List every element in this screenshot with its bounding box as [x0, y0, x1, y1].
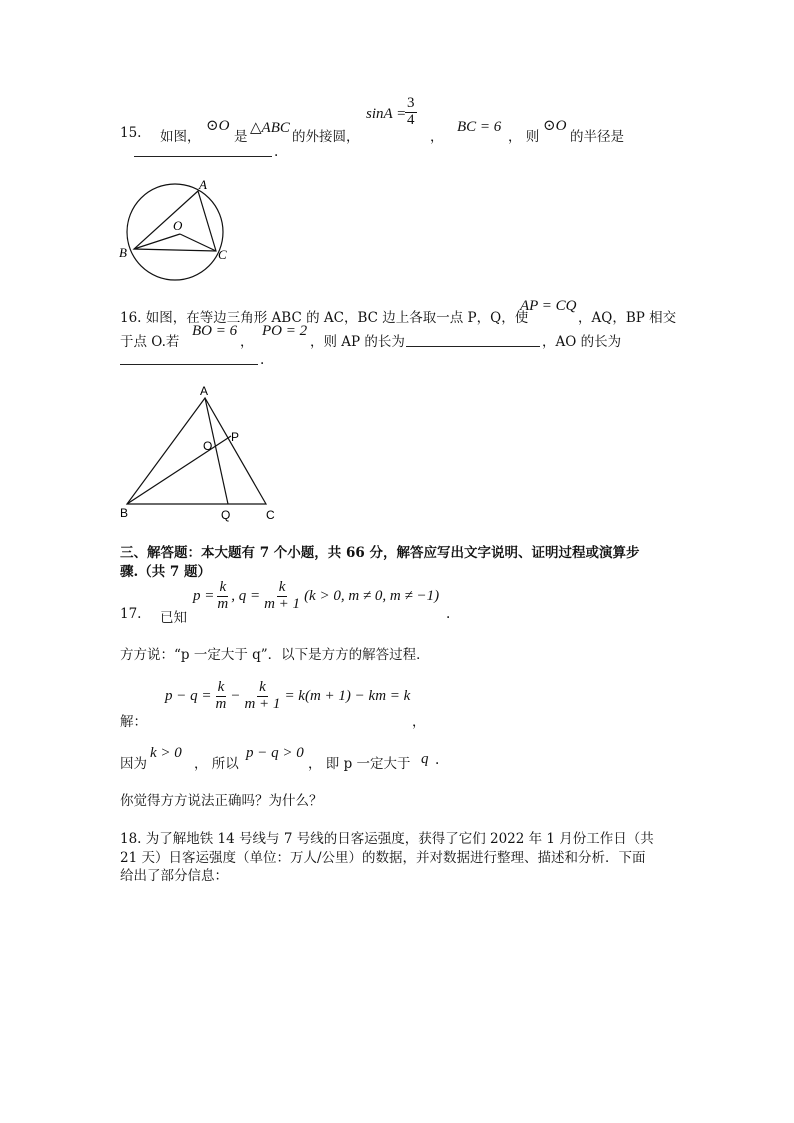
triangle-abc: [127, 398, 266, 504]
q17-p-fraction: [215, 580, 230, 613]
label-c: C: [218, 247, 227, 262]
q16-line1-b: ，AQ，BP 相交: [578, 310, 677, 326]
q17-known: 已知: [160, 610, 187, 626]
label-p: P: [231, 430, 240, 444]
segment-oc: [180, 234, 216, 251]
q17-p-q-gt-0: p − q > 0: [246, 745, 304, 761]
section-3-line2: 骤.（共 7 题）: [120, 564, 211, 580]
q15-end: .: [274, 144, 279, 160]
q16-figure: [110, 380, 290, 525]
label-b: B: [120, 506, 129, 520]
q15-text-1: 如图，: [160, 129, 201, 145]
q16-end: .: [260, 352, 265, 368]
q15-comma: ，: [430, 129, 444, 145]
q15-text-3: 的外接圆，: [292, 129, 360, 145]
q15-circle-o: ⊙O: [206, 118, 230, 134]
q17-q-var: q: [421, 751, 429, 767]
q15-sin-lhs: sinA =: [366, 106, 407, 122]
q17-sol-comma: ，: [412, 714, 426, 730]
q17-p-eq: p =: [193, 587, 215, 604]
q17-so: ， 所以: [194, 756, 239, 772]
label-a: A: [200, 384, 209, 398]
section-3-line1: 三、解答题：本大题有 7 个小题，共 66 分，解答应写出文字说明、证明过程或演算步: [120, 545, 640, 561]
q17-p-num: k: [219, 579, 227, 595]
q17-fang-says: 方方说：“p 一定大于 q”．以下是方方的解答过程．: [120, 647, 430, 663]
q17-p-den: m: [217, 595, 229, 612]
q17-k-gt-0: k > 0: [150, 745, 182, 761]
q15-number: 15.: [120, 125, 142, 141]
q18-line3: 给出了部分信息：: [120, 868, 228, 884]
q17-q-fraction: [262, 580, 302, 613]
q17-period: .: [435, 752, 440, 768]
q17-sol-lhs: p − q =: [165, 687, 212, 704]
q17-q-den: m + 1: [264, 595, 301, 612]
label-o: O: [203, 439, 213, 453]
segment-bo: [134, 234, 180, 249]
q17-condition: (k > 0, m ≠ 0, m ≠ −1): [304, 587, 440, 604]
q17-i-e: ， 即 p 一定大于: [308, 756, 411, 772]
q16-po: PO = 2: [262, 323, 308, 339]
q15-figure: [110, 172, 250, 292]
q17-sol-frac1: [214, 680, 229, 713]
q16-line2-c: ，AO 的长为: [542, 334, 622, 350]
q15-answer-blank: [134, 156, 272, 157]
q18-line1: 18. 为了解地铁 14 号线与 7 号线的日客运强度，获得了它们 2022 年 1 月份工作日（共: [120, 831, 654, 847]
q17-question: 你觉得方方说法正确吗？为什么？: [120, 793, 323, 809]
q17-dot: .: [446, 606, 451, 622]
q15-text-5: 的半径是: [570, 129, 624, 145]
q15-circle-o-2: ⊙O: [543, 118, 567, 134]
q16-comma: ，: [240, 334, 254, 350]
q17-q-num: k: [278, 579, 286, 595]
q17-sol-minus: −: [230, 687, 241, 704]
q17-q-eq: , q =: [231, 587, 261, 604]
label-o: O: [173, 218, 183, 233]
q17-number: 17.: [120, 606, 142, 622]
q15-sin-num: 3: [407, 95, 415, 111]
q17-sol-frac1-num: k: [217, 679, 225, 695]
q16-line2-b: ，则 AP 的长为: [310, 334, 405, 350]
q17-sol-rhs: = k(m + 1) − km = k: [284, 687, 411, 704]
q15-sin-den: 4: [407, 111, 415, 128]
q16-bo: BO = 6: [192, 323, 238, 339]
q16-ap-blank: [406, 346, 540, 347]
q17-sol-frac2-den: m + 1: [244, 695, 281, 712]
q17-sol-frac2: [242, 680, 282, 713]
label-c: C: [266, 508, 275, 522]
q17-sol-frac1-den: m: [215, 695, 227, 712]
q17-because: 因为: [120, 756, 147, 772]
q16-line2-a: 于点 O.若: [120, 334, 180, 350]
q16-ao-blank: [120, 364, 258, 365]
q18-line2: 21 天）日客运强度（单位：万人/公里）的数据，并对数据进行整理、描述和分析．下面: [120, 850, 646, 866]
segment-bp: [127, 436, 231, 504]
q17-solution: [165, 680, 410, 713]
q17-sol-frac2-num: k: [259, 679, 266, 695]
q15-text-2: 是: [234, 129, 248, 145]
q17-solution-label: 解：: [120, 714, 147, 730]
label-a: A: [199, 177, 207, 192]
q15-bc: BC = 6: [457, 119, 502, 135]
q15-text-4: ， 则: [508, 129, 540, 145]
label-q: Q: [221, 508, 231, 522]
q15-sin-fraction: [405, 96, 417, 129]
label-b: B: [119, 245, 127, 260]
q15-triangle: △ABC: [250, 120, 290, 136]
q17-definition: [193, 580, 439, 613]
q16-ap-eq-cq: AP = CQ: [520, 298, 577, 314]
q16-line1-a: 16. 如图，在等边三角形 ABC 的 AC，BC 边上各取一点 P，Q，使: [120, 310, 529, 326]
